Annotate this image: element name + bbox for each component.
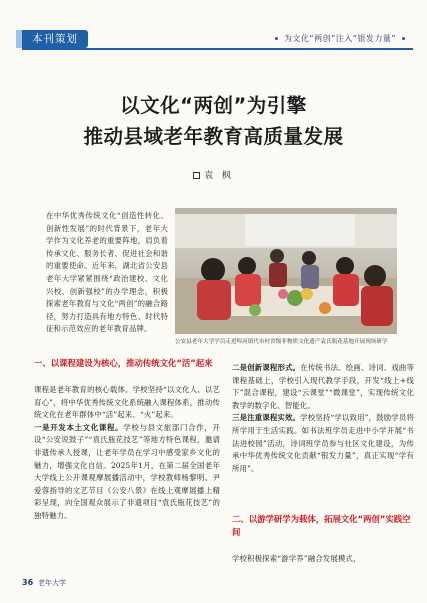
point2-lead: 二是创新课程形式。 (232, 363, 301, 372)
section1-paragraph: 课程是老年教育的核心载体。学校坚持“以文化人、以艺育心”，将中华优秀传统文化系统融入课程体系，推动传统文化在老年群体中“活”起来、“火”起来。 (34, 385, 220, 420)
bullet-dot-icon (402, 37, 405, 40)
article-title-line1: 以文化“两创”为引擎 (120, 94, 307, 117)
point1-body: 学校与县文旅部门合作，开设“公安说鼓子”“袁氏瓶花技艺”等地方特色课程，邀请非遗传承人授课，让老年学员在学习中感受家乡文化的魅力，增强文化自信。2025年1月，在第二届全国老年大学线上公开课观摩展播活动中，学校教师杨黎明、尹爱蓉指导的文艺节目《公安八景》在线上观摩展播上精彩呈现，向全国观众展示了非遗项目“袁氏瓶花技艺”的独特魅力。 (34, 422, 220, 520)
series-title (269, 33, 411, 44)
author-name: 袁 枫 (204, 171, 234, 181)
column-tag: 本刊策划 (22, 30, 88, 48)
author-byline (0, 168, 427, 181)
left-column-body (34, 384, 220, 523)
bullet-dot-icon (275, 37, 278, 40)
author-box-icon (193, 172, 200, 179)
section2-paragraph: 学校积极探索“游学养”融合发展模式， (232, 554, 361, 563)
photo-illustration (175, 208, 397, 334)
intro-paragraph: 在中华优秀传统文化“创造性转化、创新性发展”的时代背景下，老年大学作为文化养老的重要阵地，肩负着传承文化、服务长者、促进社会和谐的重要使命。近年来，湖北省公安县老年大学紧紧围绕“政治建校、文化兴校、创新强校”的办学理念，积极探索老年教育与文化“两创”的融合路径，努力打造具有地方特色、时代特征和示范效应的老年教育品牌。 (46, 211, 168, 334)
point3-body: 学校坚持“学以致用”，鼓励学员将所学用于生活实践。如书法班学员走进中小学开展“书法进校园”活动，诗词班学员参与社区文化建设，为传承中华优秀传统文化贡献“银发力量”，真正实现“学有所用”。 (232, 413, 414, 473)
article-title-line2: 推动县域老年教育高质量发展 (83, 125, 344, 148)
magazine-name: 老年大学 (38, 579, 66, 587)
point3-lead: 三是注重课程实效。 (232, 413, 301, 423)
header-rule (22, 48, 413, 50)
photo-caption: 公安县老年大学学员走进埠河镇代市村省级非物质文化遗产袁氏瓶花基地开展现场研学 (175, 339, 388, 345)
series-title-text: 为文化“两创”注入“银发力量” (283, 34, 396, 43)
page-number: 36 (22, 578, 34, 587)
article-photo (175, 208, 397, 334)
section1-heading: 一、以课程建设为核心，推动传统文化“活”起来 (34, 358, 213, 368)
section2-heading: 二、以游学研学为载体，拓展文化“两创”实践空间 (232, 514, 411, 537)
right-column-body (232, 362, 414, 475)
point1-lead: 一是开发本土文化课程。 (34, 422, 124, 432)
point2-body: 在传统书法、绘画、诗词、戏曲等课程基础上，学校引入现代教学手段，开发“线上+线下”混合课程，建设“云课堂”“微课堂”，实现传统文化教学的数字化、智能化。 (232, 363, 414, 410)
